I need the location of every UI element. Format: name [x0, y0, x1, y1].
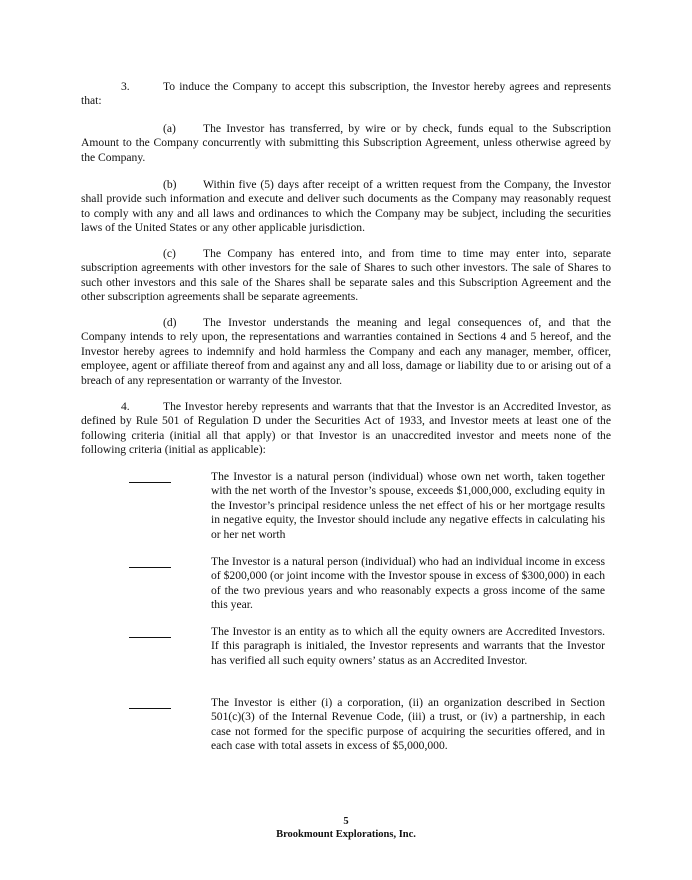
criterion-3-text: The Investor is an entity as to which all the equity owners are Accredited Investors. If this paragraph is initialed, the Investor represents and warrants that the Investor has verified all such equity owners’ status as an Accredited Investor.: [211, 625, 605, 667]
section-3c-paragraph: [81, 247, 611, 305]
section-3b-paragraph: [81, 178, 611, 236]
section-3d-paragraph: [81, 316, 611, 388]
page-number: 5: [343, 816, 349, 827]
item-text-c: The Company has entered into, and from time to time may enter into, separate subscription agreements with other investors for the sale of Shares to such other investors. The sale of Shares to such other investors and this sale of the Shares shall be separate sales and this Subscription Agreement and the other subscription agreements shall be separate agreements.: [81, 247, 611, 304]
item-label-d: (d): [163, 316, 177, 329]
section-3a-paragraph: [81, 122, 611, 165]
section-3-number: 3.: [121, 80, 130, 93]
item-label-c: (c): [163, 247, 176, 260]
section-3-text: To induce the Company to accept this subscription, the Investor hereby agrees and represents that:: [81, 80, 611, 108]
section-4-text: The Investor hereby represents and warrants that that the Investor is an Accredited Investor, as defined by Rule 501 of Regulation D under the Securities Act of 1933, and Investor meets at least one of the following criteria (initial all that apply) or that Investor is an unaccredited investor and meets none of the following criteria (initial as applicable):: [81, 400, 611, 457]
initial-blank-1[interactable]: [129, 482, 171, 483]
item-label-a: (a): [163, 122, 176, 135]
section-3-paragraph: [81, 80, 611, 109]
section-4-number: 4.: [121, 400, 130, 413]
initial-blank-2[interactable]: [129, 567, 171, 568]
initial-blank-3[interactable]: [129, 637, 171, 638]
item-text-d: The Investor understands the meaning and legal consequences of, and that the Company intends to rely upon, the representations and warranties contained in Sections 4 and 5 hereof, and the Investor hereby agrees to indemnify and hold harmless the Company and each any manager, member, officer, employee, agent or affiliate thereof from and against any and all loss, damage or liability due to or arising out of a breach of any representation or warranty of the Investor.: [81, 316, 611, 387]
item-text-a: The Investor has transferred, by wire or by check, funds equal to the Subscription Amount to the Company concurrently with submitting this Subscription Agreement, unless otherwise agreed by the Company.: [81, 122, 611, 164]
initial-blank-4[interactable]: [129, 708, 171, 709]
criterion-1-text: The Investor is a natural person (individual) whose own net worth, taken together with the net worth of the Investor’s spouse, exceeds $1,000,000, excluding equity in the Investor’s principal residence unless the net effect of his or her mortgage results in negative equity, the Investor should include any negative effects in calculating his or her net worth: [211, 470, 605, 541]
criterion-2-text: The Investor is a natural person (individual) who had an individual income in excess of $200,000 (or joint income with the Investor spouse in excess of $300,000) in each of the two previous years and who reasonably expects a gross income of the same this year.: [211, 555, 605, 612]
item-text-b: Within five (5) days after receipt of a written request from the Company, the Investor shall provide such information and execute and deliver such documents as the Company may reasonably request to comply with any and all laws and ordinances to which the Company may be subject, including the securities laws of the United States or any other applicable jurisdiction.: [81, 178, 611, 235]
criterion-4-text: The Investor is either (i) a corporation, (ii) an organization described in Section 501(c)(3) of the Internal Revenue Code, (iii) a trust, or (iv) a partnership, in each case not formed for the specific purpose of acquiring the securities offered, and in each case with total assets in excess of $5,000,000.: [211, 696, 605, 753]
footer-company-name: Brookmount Explorations, Inc.: [276, 829, 416, 840]
item-label-b: (b): [163, 178, 177, 191]
section-4-paragraph: [81, 400, 611, 458]
